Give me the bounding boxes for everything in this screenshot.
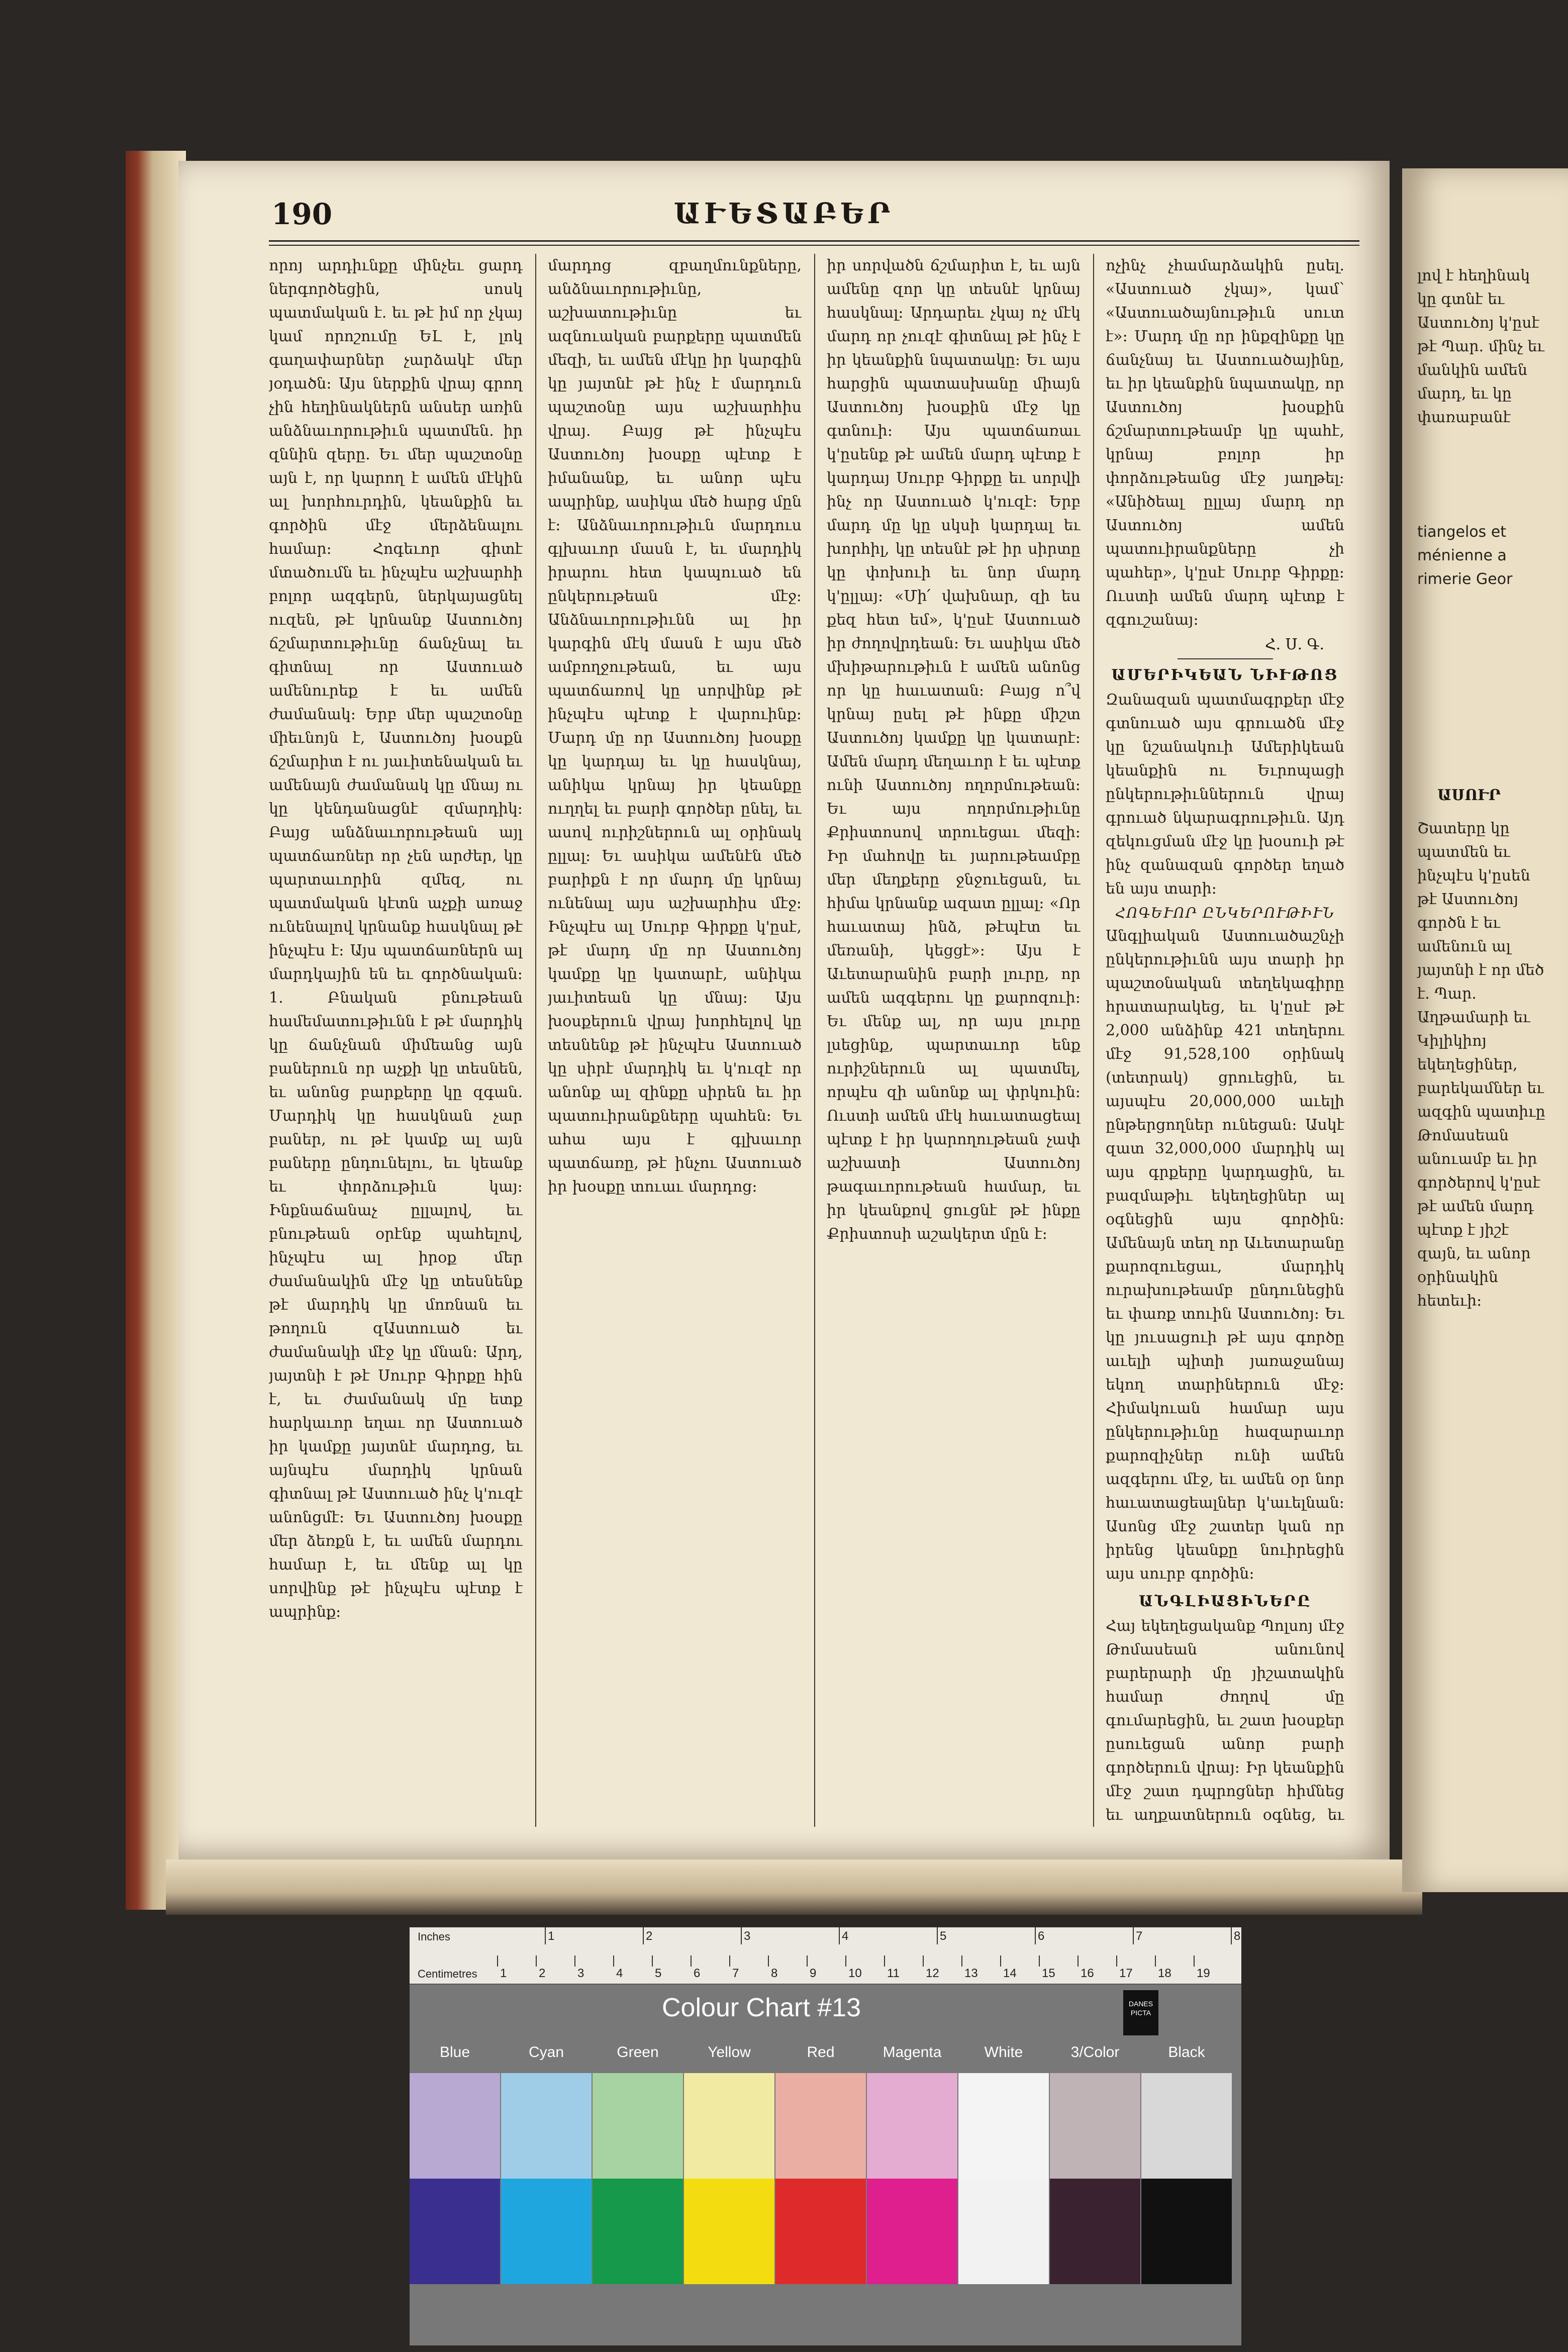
ruler-tick [937,1927,938,1944]
swatch-dark [867,2179,957,2284]
ruler-tick [1116,1955,1117,1967]
ruler-inch-number: 2 [646,1929,653,1943]
ruler-cm-number: 18 [1158,1967,1171,1980]
ruler-tick [845,1955,846,1967]
brand-logo: DANES PICTA [1123,1990,1158,2035]
ruler-tick [768,1955,769,1967]
ruler-tick [1077,1955,1079,1967]
swatch-light [775,2073,866,2179]
ruler-tick [1155,1955,1156,1967]
swatch-dark [684,2179,774,2284]
swatch-light [410,2073,500,2179]
swatch-light [684,2073,774,2179]
ruler-tick [1000,1955,1001,1967]
swatch-dark [958,2179,1049,2284]
colour-chart [410,922,1241,1103]
facing-page-latin-text: tiangelos et ménienne a rimerie Geor [1417,523,1513,588]
ruler-cm-number: 3 [577,1967,584,1980]
ruler-cm-number: 15 [1042,1967,1055,1980]
swatch-light [501,2073,592,2179]
chart-title: Colour Chart #13 [662,1993,861,2022]
masthead: ԱՒԵՏԱԲԵՐ [673,197,895,230]
ruler-cm-number: 19 [1197,1967,1210,1980]
ruler-inch-number: 4 [842,1929,849,1943]
ruler-tick [807,1955,808,1967]
swatch-dark [775,2179,866,2284]
ruler-tick [613,1955,614,1967]
ruler-tick [545,1927,546,1944]
swatch-light [1141,2073,1232,2179]
ruler-tick [1133,1927,1134,1944]
swatch-dark [1141,2179,1232,2284]
section-heading: ԱՆԳԼԻԱՑԻՆԵՐԸ [1139,1593,1311,1610]
column-4-section-text: Զանազան պատմագրքեր մէջ գտնուած այս գրուածն մէջ կը նշանակուի Ամերիկեան կեանքին ու Եւրոպացի ընկերութիւններուն վրայ գրուած նկարագրութիւն. Այդ զեկուցման մէջ կը խօսուի թէ ինչ զանազան գործեր եղած են այս տարի։ [1106,691,1344,898]
ruler-tick [536,1955,537,1967]
swatch-label: Cyan [528,2044,564,2061]
ruler-cm-number: 12 [926,1967,939,1980]
ruler-tick [1035,1927,1036,1944]
column-4-top-text: ոչինչ չհամարձակին ըսել. «Աստուած չկայ», կամ՝ «Աստուածայնութիւն սուտ է»։ Մարդ մը որ ինքզինքը կը ճանչնայ եւ Աստուածայինը, եւ իր կեանքին նպատակը, որ Աստուծոյ խօսքին ճշմարտութեամբ կը պահէ, կրնայ բոլոր իր փորձութեանց մէջ յաղթել։ «Անիծեալ ըլլայ մարդ որ Աստուծոյ ամեն պատուիրանքները չի պահեր», կ'ըսէ Սուրբ Գիրքը։ Ուստի ամեն մարդ պէտք է զգուշանայ։ [1106,257,1344,629]
ruler-inches-label: Inches [418,1930,450,1943]
swatch-dark [501,2179,592,2284]
ruler-tick [652,1955,653,1967]
ruler-cm-number: 13 [964,1967,978,1980]
ruler-inch-number: 6 [1038,1929,1045,1943]
ruler-cm-number: 16 [1081,1967,1094,1980]
page-number: 190 [271,197,333,231]
column-2-text: մարդոց զբաղմունքները, անձնաւորութիւնը, աշխատութիւնը եւ ազնուական բարքերը պատմեն մեզի, եւ ամեն մէկը իր կարգին կը յայտնէ թէ ինչ է մարդուն պաշտօնը այս աշխարհիս վրայ. Բայց թէ ինչպէս Աստուծոյ խօսքը պէտք է իմանանք, եւ անոր պէս ապրինք, ասիկա մեծ հարց մըն է։ Անձնաւորութիւն մարդուս գլխաւոր մասն է, եւ մարդիկ իրարու հետ կապուած են ընկերութեան մէջ։ Անձնաւորութիւնն ալ իր կարգին մէկ մասն է այս մեծ ամբողջութեան, եւ այս պատճառով կը սորվինք թէ ինչպէս պէտք է վարուինք։ Մարդ մը որ Աստուծոյ խօսքը կը կարդայ եւ կը հասկնայ, անիկա կրնայ իր կեանքը ուղղել եւ բարի գործեր ընել, եւ ասով ուրիշներուն ալ օրինակ ըլլալ։ Եւ ասիկա ամենէն մեծ բարիքն է որ մարդ մը կրնայ ունենալ այս աշխարհիս մէջ։ Ինչպէս ալ Սուրբ Գիրքը կ'ըսէ, թէ մարդ մը որ Աստուծոյ կամքը կը կատարէ, անիկա յաւիտեան կը մնայ։ Այս խօսքերուն վրայ խորհելով կը տեսնենք թէ ինչպէս Աստուած կը սիրէ մարդիկ եւ կ'ուզէ որ անոնք ալ զինքը սիրեն եւ իր պատուիրանքները պահեն։ Եւ ահա այս է գլխաւոր պատճառը, թէ ինչու Աստուած իր խօսքը տուաւ մարդոց։ [548,257,802,1196]
facing-page-text: լով է հեղինակ կը գտնէ եւ Աստուծոյ կ'ըսէ թէ Պար. մինչ եւ մանկին ամեն մարդ, եւ կը փառաբանէ [1417,267,1544,426]
ruler-inch-number: 7 [1136,1929,1143,1943]
swatch-light [867,2073,957,2179]
section-heading: ԱՄԵՐԻԿԵԱՆ ՆԻՒԹՈՑ [1111,666,1339,684]
ruler-tick [1039,1955,1040,1967]
ruler-cm-number: 4 [616,1967,623,1980]
ruler-cm-number: 9 [810,1967,817,1980]
ruler-tick [741,1927,742,1944]
column-4-section-text: Անգլիական Աստուածաշնչի ընկերութիւնն այս տարի իր պաշտօնական տեղեկագիրը հրատարակեց, եւ կ'ըսէ թէ 2,000 անձինք 421 տեղերու մէջ 91,528,100 օրինակ (տետրակ) ցրուեցին, եւ այսպէս 20,000,000 աւելի ընթերցողներ ունեցան։ Ասկէ զատ 32,000,000 մարդիկ ալ այս գրքերը կարդացին, եւ բազմաթիւ եկեղեցիներ ալ օգնեցին այս գործին։ Ամենայն տեղ որ Աւետարանը քարոզուեցաւ, մարդիկ ուրախութեամբ ընդունեցին եւ փառք տուին Աստուծոյ։ Եւ կը յուսացուի թէ այս գործը աւելի պիտի յառաջանայ եկող տարիներուն մէջ։ Հիմակուան համար այս ընկերութիւնը հազարաւոր քարոզիչներ ունի ամեն ազգերու մէջ, եւ ամեն օր նոր հաւատացեալներ կ'աւելնան։ Ասոնց մէջ շատեր կան որ իրենց կեանքը նուիրեցին այս սուրբ գործին։ [1106,927,1344,1583]
swatch-light [593,2073,683,2179]
swatch-dark [410,2179,500,2284]
ruler-cm-label: Centimetres [418,1968,477,1980]
ruler [410,1927,1241,1985]
facing-page-text: Շատերը կը պատմեն եւ ինչպէս կ'ըսեն թէ Աստուծոյ գործն է եւ ամենուն ալ յայտնի է որ մեծ է. Պար. Աղթամարի եւ Կիլիկիոյ եկեղեցիներ, բարեկամներ եւ ազգին պատիւը Թոմասեան անուամբ եւ իր գործերով կ'ըսէ թէ ամեն մարդ պէտք է յիշէ զայն, եւ անոր օրինակին հետեւի։ [1417,820,1545,1310]
ruler-cm-number: 14 [1003,1967,1017,1980]
ruler-tick [1231,1927,1232,1944]
swatch-label: Yellow [708,2044,751,2061]
column-1-text: որոյ արդիւնքը մինչեւ ցարդ ներգործեցին, սոսկ պատմական է. եւ թէ իմ որ չկայ կամ որոշումը ԵԼ է, լոկ գաղափարներ չարձակէ մեր յօդածն։ Այս ներքին վրայ գրող չին հեղինակներն անսեր առին անձնաւորութիւն պատմեն. իր զննին զերը. Եւ մեր պաշտօնը այն է, որ կարող է ամեն մէկին ալ խորհուրդին, կեանքին եւ գործին մէջ մերձենալու համար։ Հոգեւոր գիտէ մտածումն եւ ինչպէս աշխարհի բոլոր ազգերն, ներկայացնել ուզեն, թէ կրնանք Աստուծոյ ճշմարտութիւնը ճանչնալ եւ գիտնալ որ Աստուած ամենուրեք է եւ ամեն ժամանակ։ Երբ մեր պաշտօնը միեւնոյն է, Աստուծոյ խօսքն ճշմարիտ է ու յաւիտենական եւ ամենայն ժամանակ կը մնայ ու կը կենդանացնէ զմարդիկ։ Բայց անձնաւորութեան այլ պատճառներ որ չեն արժեր, կը պարտաւորին զմեզ, ու պատմական կէտն աչքի առաջ ունենալով կրնանք հասկնալ թէ ինչպէս է։ Այս պատճառներն ալ մարդկային են եւ գործնական։ 1. Բնական բնութեան համեմատութիւնն է թէ մարդիկ կը ճանչնան միմեանց այն բաներուն որ աչքի կը տեսնեն, եւ անոնց բարքերը կը զգան. Մարդիկ կը հասկնան չար բաներ, ու թէ կամք ալ այն բաները ընդունելու, եւ կեանք եւ փորձութիւն կայ։ Ինքնաճանաչ ըլլալով, եւ բնութեան օրէնք պահելով, ինչպէս ալ իրօք մեր ժամանակին մէջ կը տեսնենք թէ մարդիկ կը մոռնան եւ թողուն զԱստուած եւ ժամանակի մէջ կը մնան։ Արդ, յայտնի է թէ Սուրբ Գիրքը հին է, եւ ժամանակ մը ետք հարկաւոր եղաւ որ Աստուած իր կամքը յայտնէ մարդոց, եւ այնպէս մարդիկ կրնան գիտնալ թէ Աստուած ինչ կ'ուզէ անոնցմէ։ Եւ Աստուծոյ խօսքը մեր ձեռքն է, եւ ամեն մարդու համար է, եւ մենք ալ կը սորվինք թէ ինչպէս պէտք է ապրինք։ [269,257,523,1621]
ruler-cm-number: 8 [771,1967,778,1980]
swatch-dark [1050,2179,1140,2284]
ruler-inch-number: 5 [940,1929,947,1943]
ruler-cm-number: 11 [887,1967,900,1980]
swatch-light [1050,2073,1140,2179]
ruler-inch-number: 1 [548,1929,555,1943]
ruler-cm-number: 6 [694,1967,701,1980]
swatch-label: Green [617,2044,659,2061]
ruler-tick [839,1927,840,1944]
swatch-label: Red [807,2044,835,2061]
book-block-bottom [166,1859,1422,1915]
ruler-cm-number: 17 [1119,1967,1133,1980]
swatch-label: Blue [439,2044,470,2061]
ruler-tick [497,1955,498,1967]
header-rule [269,240,1359,246]
ruler-cm-number: 10 [848,1967,862,1980]
ruler-tick [923,1955,924,1967]
ruler-tick [729,1955,730,1967]
section-divider [1178,658,1273,659]
ruler-cm-number: 7 [732,1967,739,1980]
book-edge [126,151,186,1910]
ruler-tick [1194,1955,1195,1967]
swatch-label: Magenta [883,2044,942,2061]
swatch-label: 3/Color [1070,2044,1120,2061]
ruler-tick [574,1955,575,1967]
author-signature: Հ. Ս. Գ. [1265,636,1324,653]
swatch-label: Black [1168,2044,1205,2061]
ruler-inch-number: 8 [1234,1929,1241,1943]
column-4-section-text: Հայ եկեղեցականք Պոլսոյ մէջ Թոմասեան անունով բարերարի մը յիշատակին համար ժողով մը գումարեցին, եւ շատ խօսքեր ըսուեցան անոր բարի գործերուն վրայ։ Իր կեանքին մէջ շատ դպրոցներ հիմնեց եւ աղքատներուն օգնեց, եւ [1106,1617,1344,1824]
column-3-text: իր սորվածն ճշմարիտ է, եւ այն ամենը զոր կը տեսնէ կրնայ հասկնալ։ Արդարեւ չկայ ոչ մէկ մարդ որ չուզէ գիտնալ թէ ինչ է իր կեանքին նպատակը։ Եւ այս հարցին պատասխանը միայն Աստուծոյ խօսքին մէջ կը գտնուի։ Այս պատճառաւ կ'ըսենք թէ ամեն մարդ պէտք է կարդայ Սուրբ Գիրքը եւ սորվի ինչ որ Աստուած կ'ուզէ։ Երբ մարդ մը կը սկսի կարդալ եւ խորհիլ, կը տեսնէ թէ իր սիրտը կը փոխուի եւ նոր մարդ կ'ըլլայ։ «Մի՛ վախնար, զի ես քեզ հետ եմ», կ'ըսէ Աստուած իր ժողովրդեան։ Եւ ասիկա մեծ մխիթարութիւն է ամեն անոնց որ կը հաւատան։ Բայց ո՞վ կրնայ ըսել թէ ինքը միշտ Աստուծոյ կամքը կը կատարէ։ Ամեն մարդ մեղաւոր է եւ պէտք ունի Աստուծոյ ողորմութեան։ Եւ այս ողորմութիւնը Քրիստոսով տրուեցաւ մեզի։ Իր մահովը եւ յարութեամբը մեր մեղքերը ջնջուեցան, եւ հիմա կրնանք ազատ ըլլալ։ «Որ հաւատայ ինձ, թէպէտ եւ մեռանի, կեցցէ»։ Այս է Աւետարանին բարի լուրը, որ ամեն ազգերու կը քարոզուի։ Եւ մենք ալ, որ այս լուրը լսեցինք, պարտաւոր ենք ուրիշներուն ալ պատմել, որպէս զի անոնք ալ փրկուին։ Ուստի ամեն մէկ հաւատացեալ պէտք է իր կարողութեան չափ աշխատի Աստուծոյ թագաւորութեան համար, եւ իր կեանքով ցուցնէ թէ ինքը Քրիստոսի աշակերտ մըն է։ [827,257,1081,1243]
ruler-cm-number: 2 [539,1967,546,1980]
swatch-label: White [984,2044,1023,2061]
ruler-inch-number: 3 [744,1929,751,1943]
ruler-cm-number: 1 [500,1967,507,1980]
sub-heading: ՀՈԳԵՒՈՐ ԸՆԿԵՐՈՒԹԻՒՆ [1115,905,1335,921]
ruler-tick [691,1955,692,1967]
swatch-light [958,2073,1049,2179]
ruler-tick [643,1927,644,1944]
colour-calibration-card [410,1927,1241,2345]
facing-page-edge [1402,168,1568,1892]
swatch-dark [593,2179,683,2284]
ruler-tick [884,1955,885,1967]
ruler-cm-number: 5 [655,1967,662,1980]
facing-page-heading: ԱՍՈՒՐ [1437,787,1501,804]
ruler-tick [961,1955,962,1967]
